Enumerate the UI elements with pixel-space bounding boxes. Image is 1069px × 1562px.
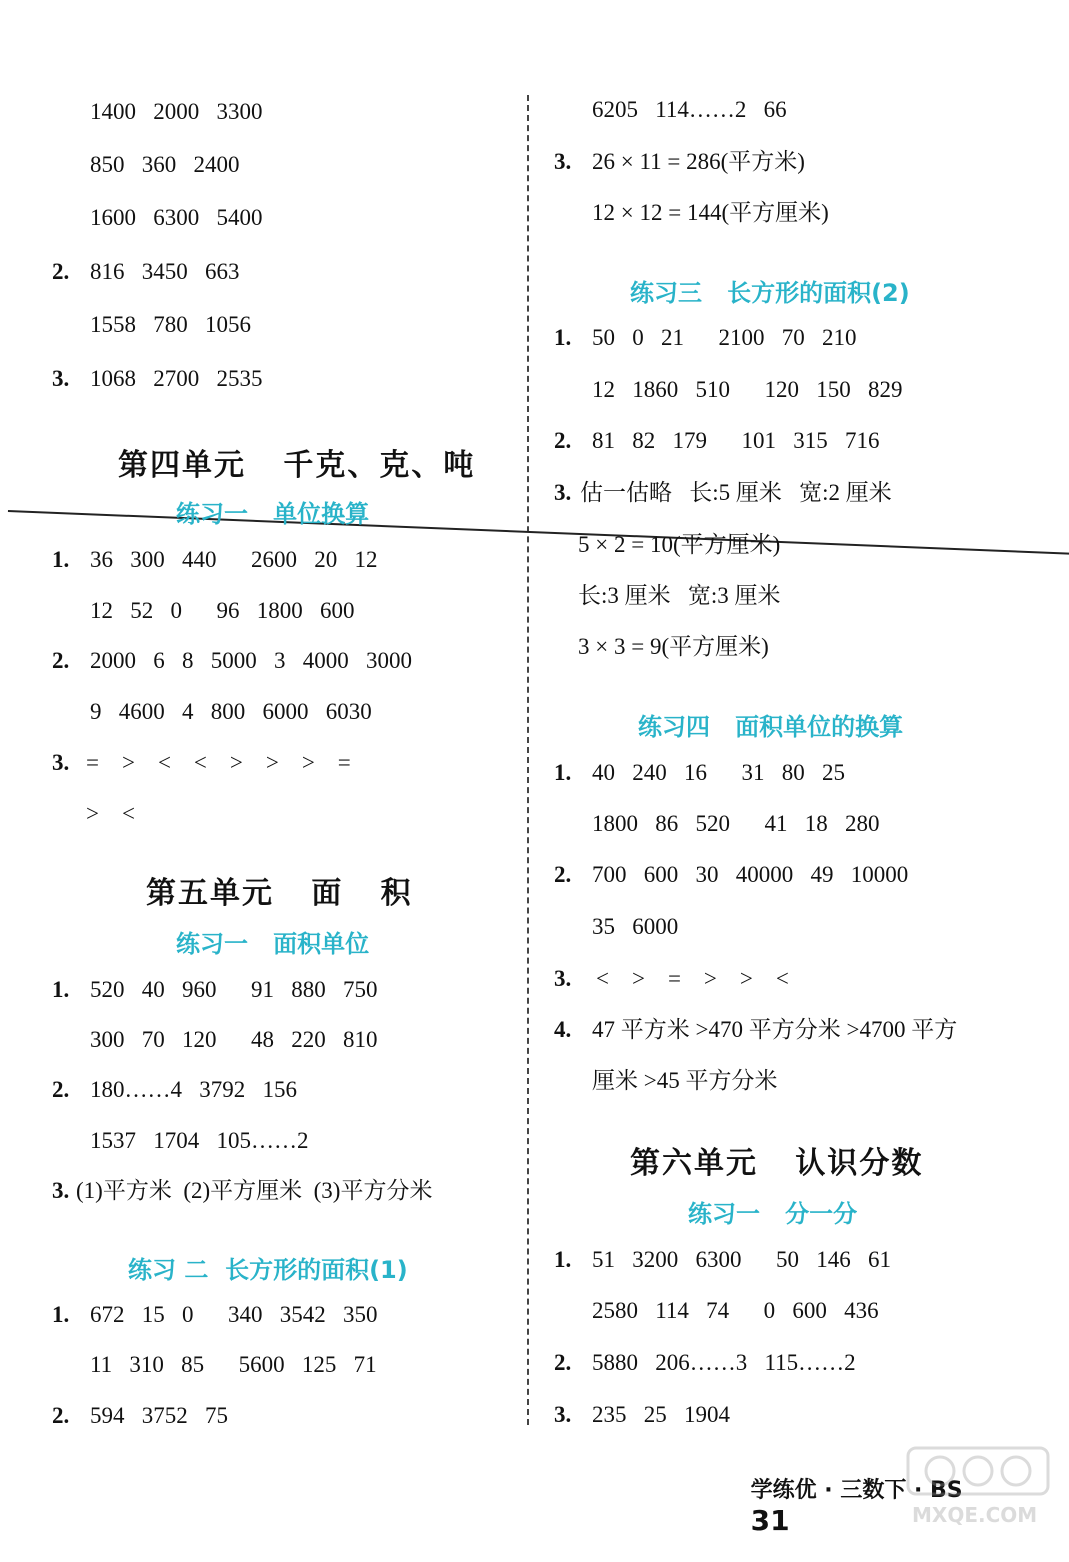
question-number: 1. <box>52 547 70 572</box>
answer-line: 36 300 440 2600 20 12 <box>90 547 378 572</box>
unit-6-title: 第六单元 认识分数 <box>630 1146 924 1181</box>
answer-line: 520 40 960 91 880 750 <box>90 977 378 1002</box>
question-number: 2. <box>554 1350 572 1375</box>
answer-line: 35 6000 <box>592 914 679 939</box>
answer-line: 1537 1704 105……2 <box>90 1128 309 1153</box>
answer-line: 594 3752 75 <box>90 1403 228 1428</box>
answer-line: 81 82 179 101 315 716 <box>592 428 880 453</box>
answer-line: < > = > > < <box>596 966 789 991</box>
question-number: 1. <box>554 760 572 785</box>
question-number: 3. <box>554 149 572 174</box>
exercise-title: 练习三 长方形的面积(2) <box>630 279 910 307</box>
answer-line: 180……4 3792 156 <box>90 1077 297 1102</box>
answer-line: 2580 114 74 0 600 436 <box>592 1298 879 1323</box>
answer-line: 1600 6300 5400 <box>90 205 263 230</box>
answer-line: 850 360 2400 <box>90 152 240 177</box>
book-title: 学练优 · 三数下 · BS <box>750 1478 963 1503</box>
answer-line: 816 3450 663 <box>90 259 240 284</box>
question-number: 3. <box>554 966 572 991</box>
exercise-title: 练习四 面积单位的换算 <box>638 713 904 741</box>
column-divider <box>527 95 529 1425</box>
unit-4-title: 第四单元 千克、克、吨 <box>118 448 476 483</box>
question-number: 2. <box>554 428 572 453</box>
question-number: 2. <box>52 1077 70 1102</box>
answer-line: 300 70 120 48 220 810 <box>90 1027 378 1052</box>
answer-line: 3 × 3 = 9(平方厘米) <box>578 634 769 659</box>
answer-line: (1)平方米 (2)平方厘米 (3)平方分米 <box>76 1178 433 1203</box>
answer-line: 26 × 11 = 286(平方米) <box>592 149 805 174</box>
question-number: 1. <box>52 977 70 1002</box>
answer-line: 235 25 1904 <box>592 1402 730 1427</box>
answer-line: 1558 780 1056 <box>90 312 251 337</box>
exercise-title: 练习一 分一分 <box>688 1200 858 1228</box>
watermark-text: MXQE.COM <box>912 1503 1038 1527</box>
answer-line: 40 240 16 31 80 25 <box>592 760 845 785</box>
question-number: 3. <box>52 750 70 775</box>
watermark-logo-icon <box>900 1440 1060 1530</box>
question-number: 2. <box>52 259 70 284</box>
question-number: 1. <box>554 1247 572 1272</box>
page-number: 31 <box>750 1504 790 1537</box>
question-number: 1. <box>52 1302 70 1327</box>
unit-5-title: 第五单元 面 积 <box>146 876 413 911</box>
answer-line: 12 1860 510 120 150 829 <box>592 377 903 402</box>
exercise-title: 练习一 面积单位 <box>176 930 370 958</box>
answer-line: = > < < > > > = <box>86 750 351 775</box>
answer-line: 9 4600 4 800 6000 6030 <box>90 699 372 724</box>
answer-line: 12 52 0 96 1800 600 <box>90 598 355 623</box>
answer-line: 估一估略 长:5 厘米 宽:2 厘米 <box>580 480 892 505</box>
answer-line: 5880 206……3 115……2 <box>592 1350 856 1375</box>
answer-line: > < <box>86 801 135 826</box>
question-number: 3. <box>554 1402 572 1427</box>
answer-line: 11 310 85 5600 125 71 <box>90 1352 377 1377</box>
question-number: 2. <box>52 648 70 673</box>
answer-line: 50 0 21 2100 70 210 <box>592 325 857 350</box>
answer-line: 1068 2700 2535 <box>90 366 263 391</box>
exercise-title: 练习 二 长方形的面积(1) <box>128 1256 408 1284</box>
question-number: 2. <box>554 862 572 887</box>
question-number: 4. <box>554 1017 572 1042</box>
answer-line: 厘米 >45 平方分米 <box>592 1068 778 1093</box>
answer-line: 5 × 2 = 10(平方厘米) <box>578 532 781 557</box>
question-number: 3. <box>554 480 572 505</box>
exercise-title: 练习一 单位换算 <box>176 500 370 528</box>
answer-line: 6205 114……2 66 <box>592 97 787 122</box>
answer-line: 1400 2000 3300 <box>90 99 263 124</box>
answer-line: 2000 6 8 5000 3 4000 3000 <box>90 648 412 673</box>
question-number: 1. <box>554 325 572 350</box>
answer-line: 12 × 12 = 144(平方厘米) <box>592 200 829 225</box>
answer-line: 700 600 30 40000 49 10000 <box>592 862 909 887</box>
answer-line: 长:3 厘米 宽:3 厘米 <box>578 583 781 608</box>
answer-line: 51 3200 6300 50 146 61 <box>592 1247 891 1272</box>
answer-line: 47 平方米 >470 平方分米 >4700 平方 <box>592 1017 958 1042</box>
answer-line: 1800 86 520 41 18 280 <box>592 811 880 836</box>
question-number: 2. <box>52 1403 70 1428</box>
question-number: 3. <box>52 1178 70 1203</box>
question-number: 3. <box>52 366 70 391</box>
answer-line: 672 15 0 340 3542 350 <box>90 1302 378 1327</box>
